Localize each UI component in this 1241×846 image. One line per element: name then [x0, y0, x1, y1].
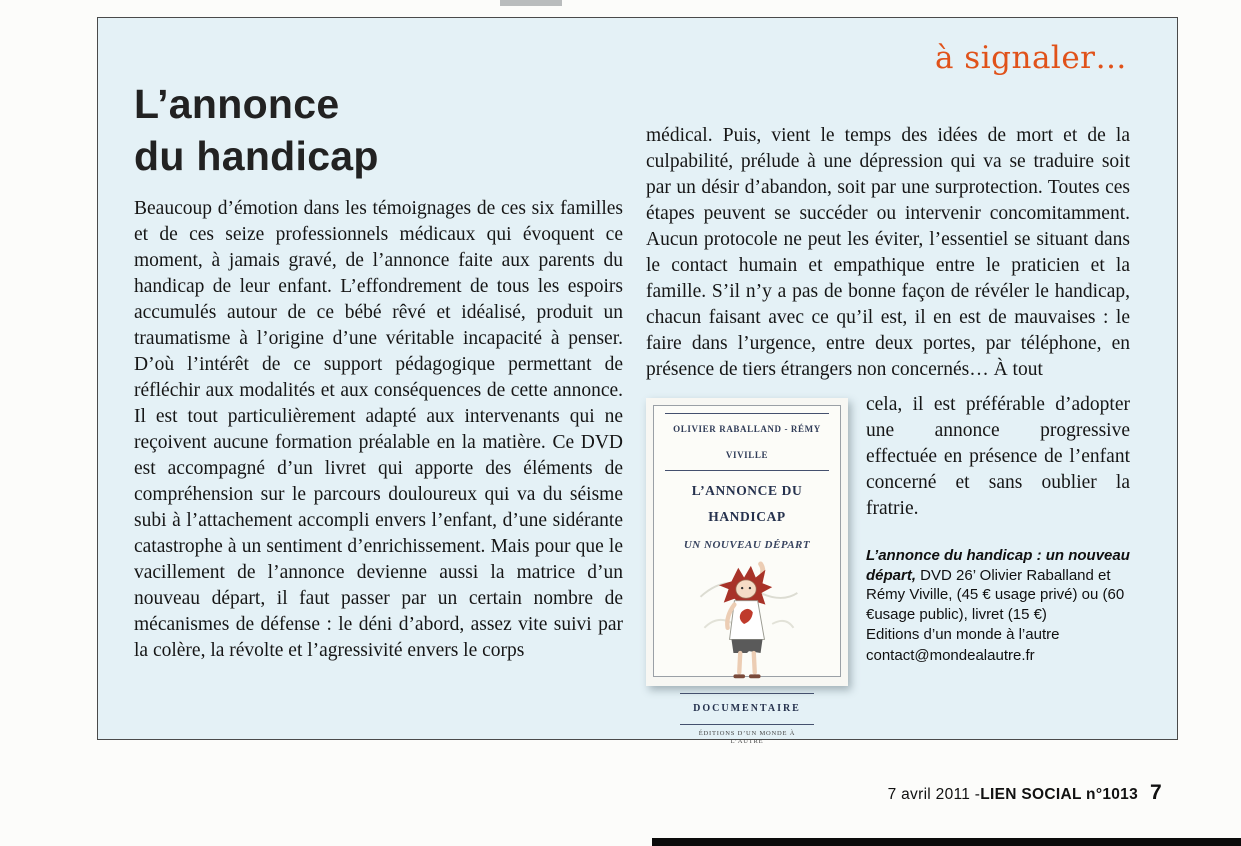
article-title: [134, 78, 379, 182]
scan-artifact-strip: [652, 838, 1241, 846]
article-left-paragraph: Beaucoup d’émotion dans les témoignages de ces six familles et de ces seize professionnels médicaux qui évoquent ce moment, à jamais gravé, de l’annonce faite aux parents du handicap de leur enfant. L’effondrement de tous les espoirs accumulés autour de ce bébé rêvé et idéalisé, produit un traumatisme à l’origine d’une véritable incapacité à penser. D’où l’intérêt de ce support pédagogique permettant de réfléchir aux modalités et aux conséquences de cette annonce. Il est tout particulièrement adapté aux intervenants qui ne reçoivent aucune formation préalable en la matière. Ce DVD est accompagné d’un livret qui apporte des éléments de compréhension sur le parcours douloureux qui va du séisme subi à l’attachement accompli envers l’enfant, d’une sidérante catastrophe à un sentiment d’enrichissement. Mais pour que le vacillement de l’annonce devienne aussi la matrice d’un nouveau départ, il faut passer par un certain nombre de mécanismes de défense : le déni d’abord, assez vite suivi par la colère, la révolte et l’agressivité envers le corps: [134, 198, 623, 661]
dvd-cover-title: L’ANNONCE DU HANDICAP: [691, 483, 803, 524]
footer-page-number: 7: [1150, 781, 1162, 804]
article-title-line1: L’annonce: [134, 81, 340, 127]
child-drawing-illustration: [688, 560, 806, 692]
dvd-and-caption-section: [646, 392, 1130, 745]
caption-details: DVD 26’ Olivier Raballand et Rémy Viville, (45 € usage privé) ou (60 €usage public), livret (15 €): [866, 566, 1125, 623]
dvd-cover-subtitle: UN NOUVEAU DÉPART: [683, 539, 811, 551]
caption-contact-email: contact@mondealautre.fr: [866, 646, 1035, 664]
scan-artifact-top: [500, 0, 562, 6]
footer-date: 7 avril 2011 -: [887, 786, 981, 803]
dvd-cover-photo: [646, 398, 848, 745]
article-right-paragraph-2: cela, il est préférable d’adopter une annonce progressive effectuée en présence de l’enfant concerné et sans oublier la fratrie.: [866, 394, 1130, 519]
caption-title: L’annonce du handicap : un nouveau départ,: [866, 547, 1130, 584]
dvd-cover-publisher-logo: ÉDITIONS D’UN MONDE À L’AUTRE: [698, 730, 796, 745]
dvd-cover-genre: DOCUMENTAIRE: [680, 693, 814, 725]
section-header: à signaler…: [934, 40, 1127, 76]
article-title-line2: du handicap: [134, 133, 379, 179]
dvd-cover: [653, 405, 841, 745]
footer-magazine-title: LIEN SOCIAL n°1013: [980, 786, 1139, 803]
dvd-cover-authors: OLIVIER RABALLAND - RÉMY VIVILLE: [665, 413, 829, 471]
page-footer: [888, 781, 1162, 805]
caption-publisher: Editions d’un monde à l’autre: [866, 626, 1060, 643]
article-frame: [97, 17, 1178, 745]
article-right-column: [646, 123, 1130, 745]
article-right-paragraph-1: médical. Puis, vient le temps des idées de mort et de la culpabilité, prélude à une dépression qui va se traduire soit par un désir d’abandon, soit par une surprotection. Toutes ces étapes peuvent se succéder ou intervenir concomitamment. Aucun protocole ne peut les éviter, l’essentiel se situant dans le contact humain et empathique entre le praticien et la famille. S’il n’y a pas de bonne façon de révéler le handicap, chacun faisant avec ce qu’il est, il en est de mauvaises : le faire dans l’urgence, entre deux portes, par téléphone, en présence de tiers étrangers non concernés… À tout: [646, 125, 1130, 380]
article-left-column: [134, 196, 623, 664]
